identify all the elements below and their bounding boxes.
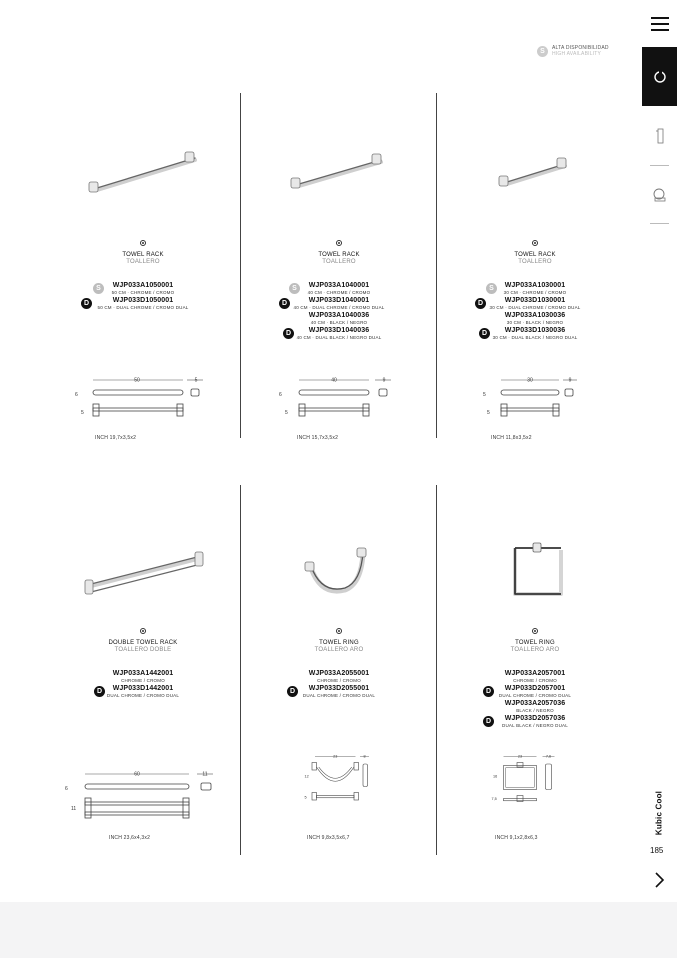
menu-icon[interactable] [651,17,669,33]
reference-code: WJP033D2057001 [504,685,566,692]
accessory-icon [655,127,665,145]
product-marker-icon [140,628,146,634]
reference-item [45,297,241,310]
page-number: 185 [650,846,664,855]
dimension-projection: 11 [71,806,77,812]
reference-description: 50 CM · CHROME / CROMO [111,290,175,295]
dimension-projection: 7,5 [491,797,497,801]
dual-d-badge: D [94,686,105,697]
reference-list [45,670,241,700]
reference-description: 50 CM · DUAL CHROME / CROMO DUAL [97,305,189,310]
nav-divider [650,165,669,166]
product-name-en: TOWEL RING [515,640,555,646]
legend-label-es: ALTA DISPONIBILIDAD [552,45,609,51]
dimension-length: 30 [527,377,533,384]
technical-drawing [241,752,437,812]
reference-item [437,670,633,683]
reference-description: CHROME / CROMO [513,678,557,683]
dimension-length: 50 [134,377,140,384]
availability-legend [537,45,609,57]
nav-tab-active[interactable] [642,47,677,106]
dimension-height: 6 [65,786,68,792]
reference-list [241,282,437,342]
technical-drawing [437,752,633,812]
reference-code: WJP033A1030036 [504,312,566,319]
reference-item [45,670,241,683]
reference-code: WJP033D2055001 [308,685,370,692]
reference-item [437,685,633,698]
dimension-depth: 11 [202,771,208,778]
inch-dimensions: INCH 9,1x2,8x6,3 [495,835,538,841]
reference-description: 40 CM · DUAL BLACK / NEGRO DUAL [296,335,382,340]
product-name-en: DOUBLE TOWEL RACK [108,640,178,646]
reference-code: WJP033D1040001 [308,297,370,304]
reference-code: WJP033D1050001 [112,297,174,304]
product-name-en: TOWEL RACK [318,252,360,258]
dimension-projection: 5 [81,410,84,416]
inch-dimensions: INCH 15,7x3,5x2 [297,435,339,441]
footer-band [0,902,677,958]
inch-dimensions: INCH 9,8x3,5x6,7 [307,835,350,841]
reference-code: WJP033A2057001 [504,670,566,677]
reference-item [45,685,241,698]
reference-description: 40 CM · DUAL CHROME / CROMO DUAL [293,305,385,310]
technical-drawing [45,766,241,826]
product-name-es: TOALLERO ARO [314,647,364,653]
dimension-depth: 8 [363,754,366,759]
reference-description: DUAL CHROME / CROMO DUAL [106,693,180,698]
towel-ring-square-photo [437,540,633,620]
dimension-depth: 7,6 [545,754,552,759]
dual-d-badge: D [81,298,92,309]
technical-drawing [437,372,633,432]
product-name-es: TOALLERO DOBLE [114,647,172,653]
nav-tab-accessory[interactable] [652,126,668,146]
reference-item [437,700,633,713]
chevron-right-icon [651,870,669,890]
reference-code: WJP033D1040036 [308,327,370,334]
reference-code: WJP033D1030001 [504,297,566,304]
double-towel-rack-photo [45,540,241,620]
dimension-projection: 5 [487,410,490,416]
brand-label: Kubic Cool [654,790,664,836]
inch-dimensions: INCH 23,6x4,3x2 [109,835,151,841]
dimension-depth: 5 [194,377,198,384]
dimension-length: 40 [331,377,337,384]
reference-description: DUAL BLACK / NEGRO DUAL [502,723,568,728]
reference-item [45,282,241,295]
product-marker-icon [140,240,146,246]
reference-item [437,312,633,325]
reference-list [45,282,241,312]
dimension-depth: 9 [382,377,386,384]
reference-list [241,670,437,700]
dimension-height: 6 [75,392,78,398]
product-marker-icon [336,628,342,634]
dimension-length: 23 [517,754,523,759]
product-name-es: TOALLERO ARO [510,647,560,653]
inch-dimensions: INCH 19,7x3,5x2 [95,435,137,441]
dual-d-badge: D [283,328,294,339]
dual-d-badge: D [479,328,490,339]
reference-item [241,312,437,325]
reference-description: 40 CM · BLACK / NEGRO [310,320,368,325]
reference-code: WJP033A1442001 [112,670,174,677]
product-name-es: TOALLERO [126,259,160,265]
reference-description: 30 CM · DUAL BLACK / NEGRO DUAL [492,335,578,340]
product-name-es: TOALLERO [518,259,552,265]
product-marker-icon [532,240,538,246]
dimension-height: 12 [304,774,309,779]
towel-ring-photo [241,540,437,620]
reference-description: 30 CM · CHROME / CROMO [503,290,567,295]
reference-list [437,670,633,730]
reference-description: CHROME / CROMO [317,678,361,683]
legend-label-en: HIGH AVAILABILITY [552,51,602,57]
towel-rack-photo [45,140,241,220]
dimension-depth: 9 [568,377,572,384]
reference-description: DUAL CHROME / CROMO DUAL [302,693,376,698]
reference-code: WJP033A1050001 [112,282,174,289]
availability-s-badge: S [289,283,300,294]
dimension-projection: 5 [304,795,307,800]
product-name-en: TOWEL RING [319,640,359,646]
inch-dimensions: INCH 11,8x3,5x2 [491,435,532,441]
dimension-height: 6 [279,392,282,398]
reference-list [437,282,633,342]
reference-code: WJP033D2057036 [504,715,566,722]
dual-d-badge: D [279,298,290,309]
reference-item [241,670,437,683]
dual-d-badge: D [483,686,494,697]
reference-description: 30 CM · DUAL CHROME / CROMO DUAL [489,305,581,310]
reference-code: WJP033A1030001 [504,282,566,289]
dimension-length: 60 [134,771,140,778]
towel-rack-photo [437,140,633,220]
product-name-en: TOWEL RACK [514,252,556,258]
dimension-projection: 5 [285,410,288,416]
reference-code: WJP033A1040001 [308,282,370,289]
reference-description: 40 CM · CHROME / CROMO [307,290,371,295]
reference-description: BLACK / NEGRO [516,708,554,713]
dual-d-badge: D [483,716,494,727]
high-availability-badge: S [537,46,548,57]
availability-s-badge: S [486,283,497,294]
mirror-icon [652,186,668,202]
dimension-height: 5 [483,392,486,398]
reference-code: WJP033A2057036 [504,700,566,707]
product-marker-icon [336,240,342,246]
reference-item [241,327,437,340]
reference-description: CHROME / CROMO [121,678,165,683]
availability-s-badge: S [93,283,104,294]
product-marker-icon [532,628,538,634]
reference-item [437,297,633,310]
reference-item [437,327,633,340]
next-page-button[interactable] [651,870,669,890]
reference-code: WJP033A2055001 [308,670,370,677]
reference-item [437,282,633,295]
product-name-en: TOWEL RACK [122,252,164,258]
reference-item [437,715,633,728]
reference-code: WJP033A1040036 [308,312,370,319]
reference-item [241,282,437,295]
dimension-length: 23 [333,754,338,759]
reference-item [241,297,437,310]
reference-description: 30 CM · BLACK / NEGRO [506,320,564,325]
product-name-es: TOALLERO [322,259,356,265]
nav-tab-mirror[interactable] [652,184,668,204]
nav-divider [650,223,669,224]
dual-d-badge: D [287,686,298,697]
technical-drawing [241,372,437,432]
technical-drawing [45,372,241,432]
reference-item [241,685,437,698]
reference-description: DUAL CHROME / CROMO DUAL [498,693,572,698]
side-nav [642,0,677,902]
towel-rack-photo [241,140,437,220]
reference-code: WJP033D1442001 [112,685,174,692]
reference-code: WJP033D1030036 [504,327,566,334]
dual-d-badge: D [475,298,486,309]
dimension-height: 16 [493,774,498,779]
refresh-icon [653,70,667,84]
